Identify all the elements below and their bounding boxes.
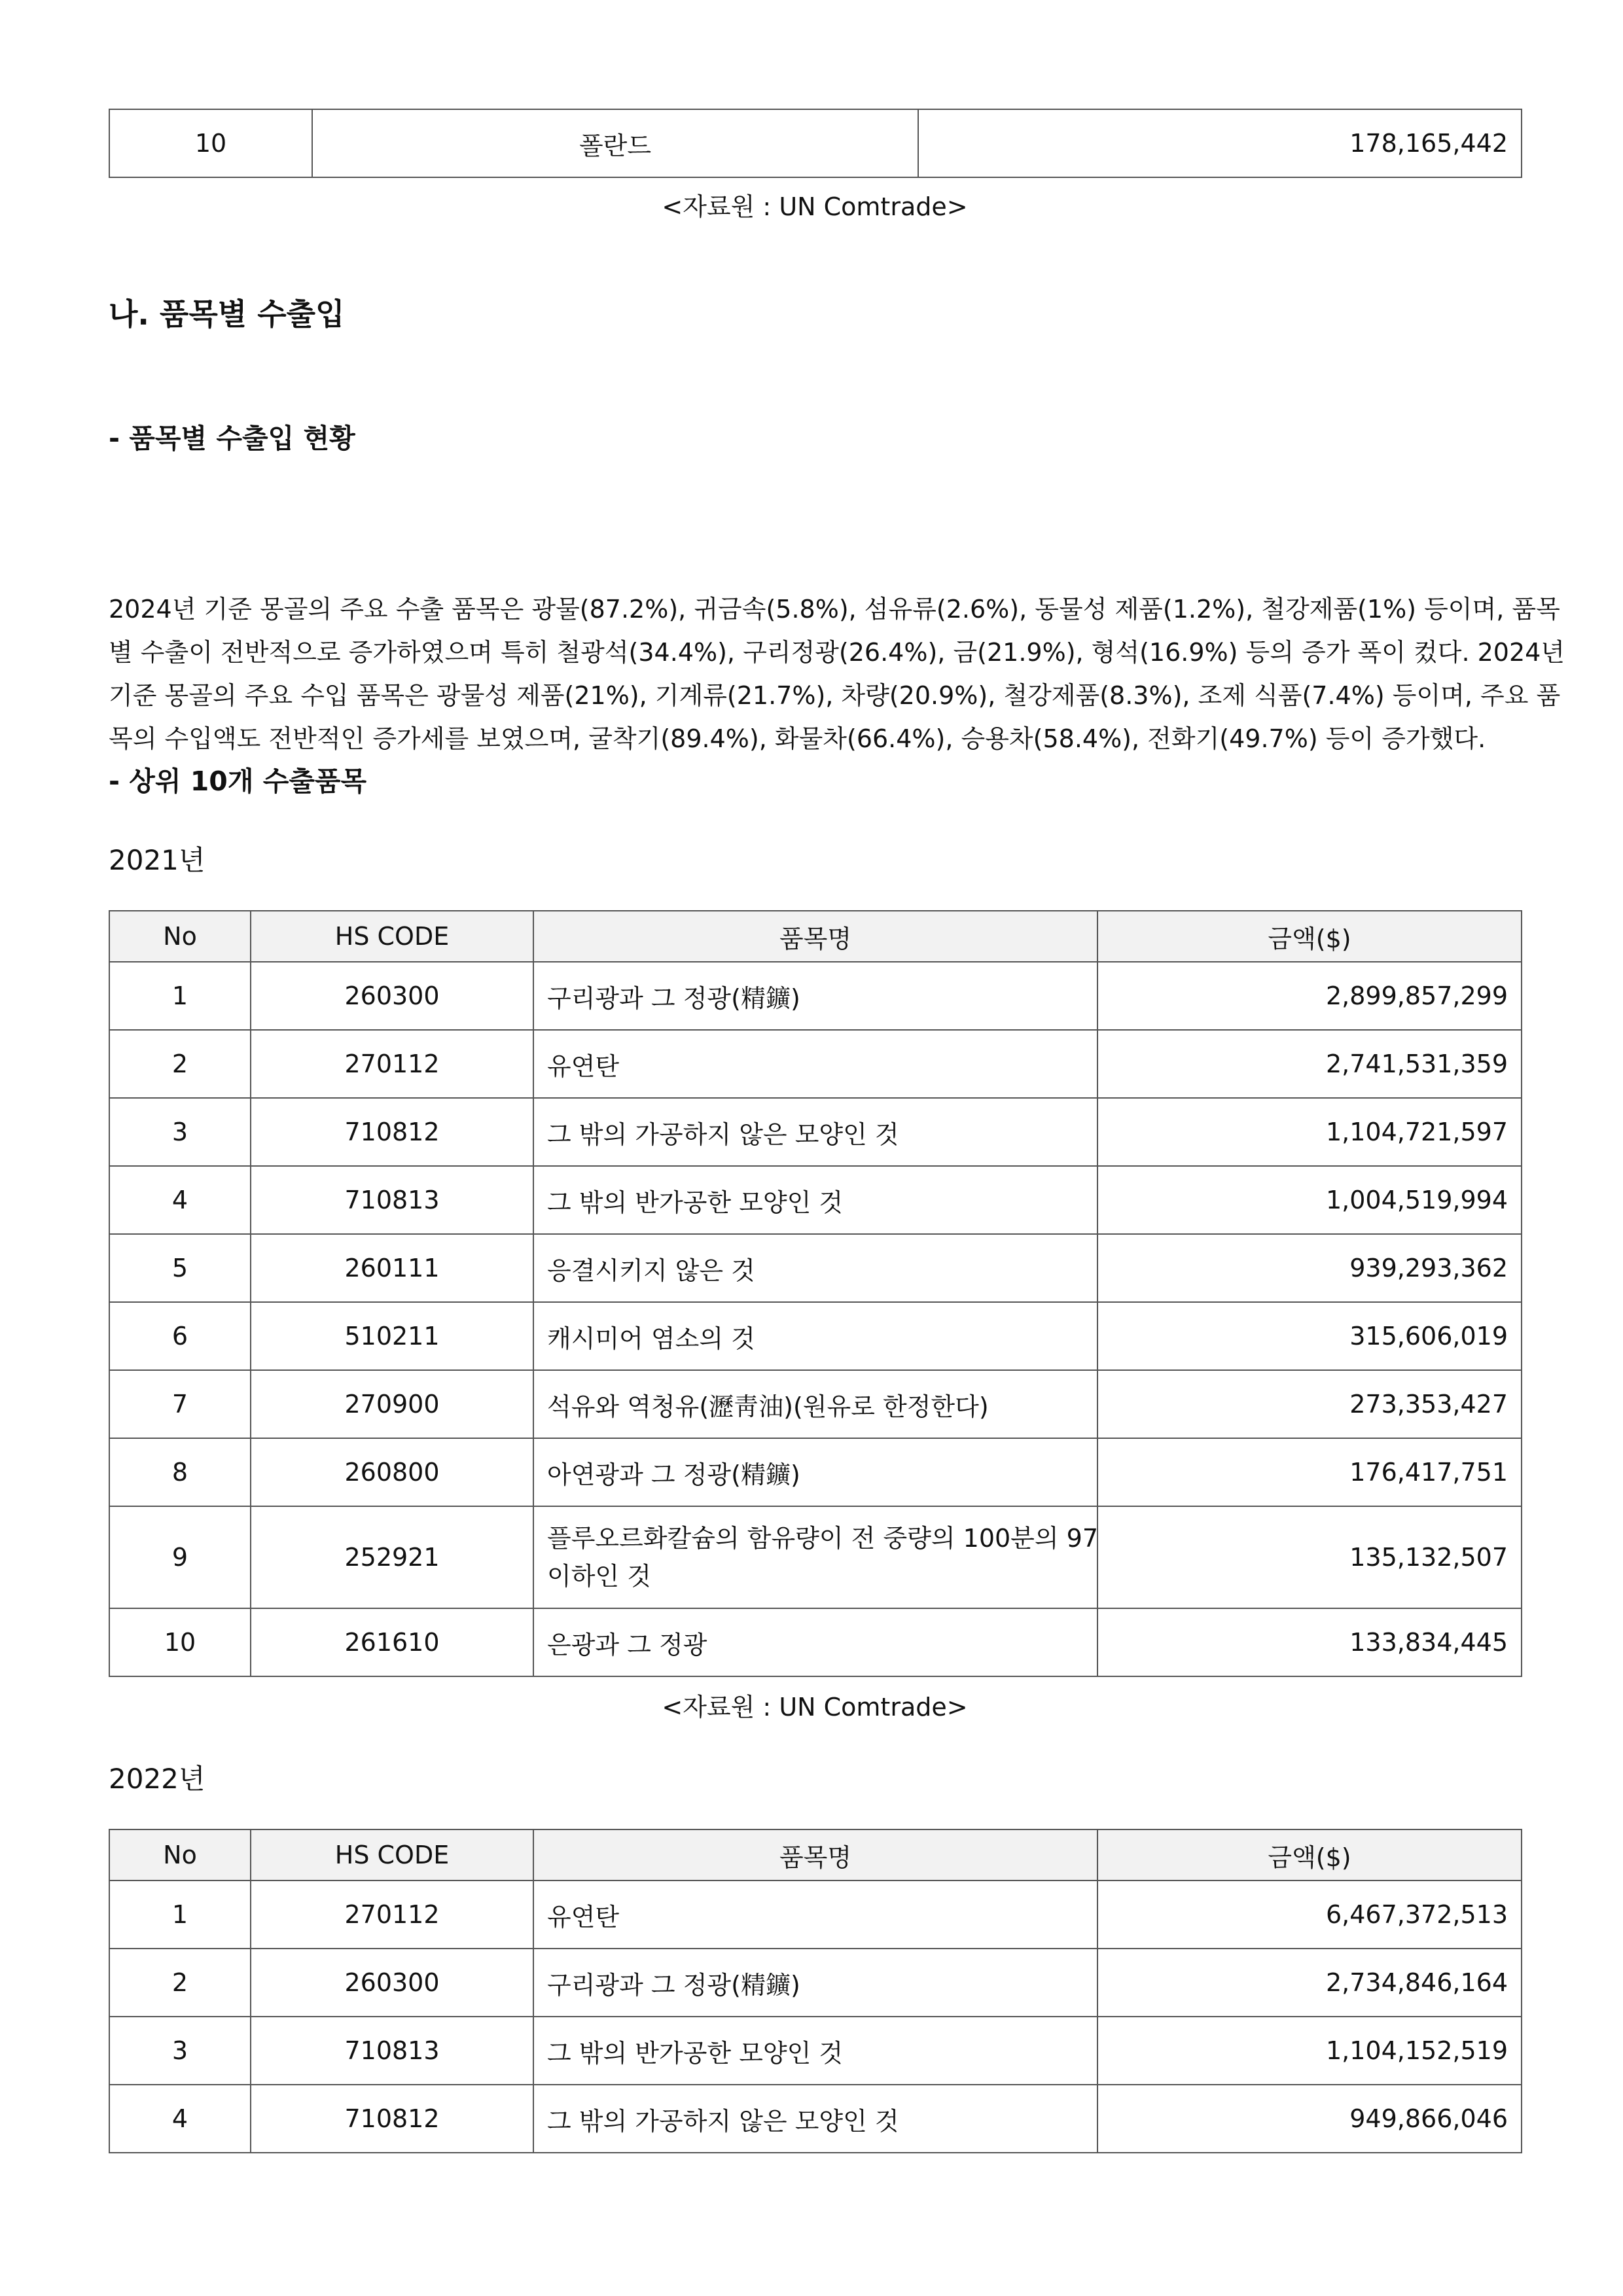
col-header-hs-code: HS CODE: [251, 911, 533, 962]
row-no: 2: [109, 1030, 251, 1098]
row-country: 폴란드: [312, 109, 918, 177]
paragraph-line: 기준 몽골의 주요 수입 품목은 광물성 제품(21%), 기계류(21.7%), 차량(20.9%), 철강제품(8.3%), 조제 식품(7.4%) 등이며, 주요 품: [109, 681, 1561, 710]
row-no: 2: [109, 1949, 251, 2017]
table-row: [109, 1881, 1522, 1949]
row-item-name: 캐시미어 염소의 것: [533, 1302, 1097, 1370]
row-item-name: 구리광과 그 정광(精鑛): [533, 962, 1097, 1030]
table-row: [109, 1302, 1522, 1370]
row-item-name: 구리광과 그 정광(精鑛): [533, 1949, 1097, 2017]
row-amount: 133,834,445: [1097, 1608, 1522, 1676]
year-label-2022: 2022년: [109, 1763, 205, 1795]
row-item-name: 그 밖의 가공하지 않은 모양인 것: [533, 1098, 1097, 1166]
row-item-name: [533, 1506, 1097, 1608]
row-no: 1: [109, 1881, 251, 1949]
row-no: 8: [109, 1438, 251, 1506]
row-hs-code: 710813: [251, 2017, 533, 2085]
table-row: [109, 1166, 1522, 1234]
row-amount: 178,165,442: [918, 109, 1522, 177]
table-row: [109, 1608, 1522, 1676]
table-header-row: [109, 1829, 1522, 1881]
row-item-name: 아연광과 그 정광(精鑛): [533, 1438, 1097, 1506]
table-row: [109, 1506, 1522, 1608]
row-item-name: 그 밖의 반가공한 모양인 것: [533, 2017, 1097, 2085]
table-header-row: [109, 911, 1522, 962]
col-header-amount: 금액($): [1097, 911, 1522, 962]
col-header-no: No: [109, 911, 251, 962]
item-name-line: 이하인 것: [547, 1562, 651, 1591]
table-row: [109, 1234, 1522, 1302]
subheading-status: - 품목별 수출입 현황: [109, 423, 355, 454]
paragraph-line: 목의 수입액도 전반적인 증가세를 보였으며, 굴착기(89.4%), 화물차(66.4%), 승용차(58.4%), 전화기(49.7%) 등이 증가했다.: [109, 724, 1486, 753]
row-no: 4: [109, 2085, 251, 2153]
summary-paragraph: [109, 588, 1565, 760]
source-caption: <자료원 : UN Comtrade>: [662, 1693, 968, 1722]
row-item-name: 유연탄: [533, 1881, 1097, 1949]
row-no: 10: [109, 109, 312, 177]
source-caption: <자료원 : UN Comtrade>: [662, 192, 968, 221]
row-amount: 2,899,857,299: [1097, 962, 1522, 1030]
row-no: 3: [109, 2017, 251, 2085]
row-hs-code: 710812: [251, 2085, 533, 2153]
row-hs-code: 260300: [251, 1949, 533, 2017]
row-hs-code: 510211: [251, 1302, 533, 1370]
row-amount: 1,104,721,597: [1097, 1098, 1522, 1166]
top10-table-2021: [109, 910, 1522, 1677]
top10-table-2022: [109, 1829, 1522, 2153]
row-amount: 176,417,751: [1097, 1438, 1522, 1506]
row-no: 7: [109, 1370, 251, 1438]
table-row: [109, 2085, 1522, 2153]
row-amount: 135,132,507: [1097, 1506, 1522, 1608]
paragraph-line: 별 수출이 전반적으로 증가하였으며 특히 철광석(34.4%), 구리정광(26.4%), 금(21.9%), 형석(16.9%) 등의 증가 폭이 컸다. 2024년: [109, 638, 1565, 667]
col-header-item-name: 품목명: [533, 911, 1097, 962]
row-hs-code: 710813: [251, 1166, 533, 1234]
table-row: [109, 1098, 1522, 1166]
row-amount: 2,734,846,164: [1097, 1949, 1522, 2017]
col-header-item-name: 품목명: [533, 1829, 1097, 1881]
table-row: [109, 1438, 1522, 1506]
row-amount: 273,353,427: [1097, 1370, 1522, 1438]
row-no: 10: [109, 1608, 251, 1676]
row-hs-code: 270112: [251, 1030, 533, 1098]
row-no: 6: [109, 1302, 251, 1370]
row-amount: 1,004,519,994: [1097, 1166, 1522, 1234]
row-hs-code: 710812: [251, 1098, 533, 1166]
row-hs-code: 260800: [251, 1438, 533, 1506]
subheading-top10: - 상위 10개 수출품목: [109, 766, 367, 797]
row-hs-code: 260111: [251, 1234, 533, 1302]
row-amount: 1,104,152,519: [1097, 2017, 1522, 2085]
col-header-amount: 금액($): [1097, 1829, 1522, 1881]
col-header-hs-code: HS CODE: [251, 1829, 533, 1881]
row-amount: 2,741,531,359: [1097, 1030, 1522, 1098]
table-row: [109, 109, 1522, 177]
section-heading: 나. 품목별 수출입: [109, 296, 345, 332]
table-row: [109, 2017, 1522, 2085]
row-amount: 939,293,362: [1097, 1234, 1522, 1302]
table-row: [109, 1030, 1522, 1098]
row-hs-code: 270900: [251, 1370, 533, 1438]
col-header-no: No: [109, 1829, 251, 1881]
row-no: 5: [109, 1234, 251, 1302]
row-no: 9: [109, 1506, 251, 1608]
row-hs-code: 261610: [251, 1608, 533, 1676]
item-name-line: 플루오르화칼슘의 함유량이 전 중량의 100분의 97: [547, 1524, 1099, 1553]
row-amount: 949,866,046: [1097, 2085, 1522, 2153]
row-hs-code: 260300: [251, 962, 533, 1030]
row-amount: 6,467,372,513: [1097, 1881, 1522, 1949]
row-item-name: 응결시키지 않은 것: [533, 1234, 1097, 1302]
table-row: [109, 1370, 1522, 1438]
row-item-name: 석유와 역청유(瀝靑油)(원유로 한정한다): [533, 1370, 1097, 1438]
row-no: 4: [109, 1166, 251, 1234]
row-item-name: 유연탄: [533, 1030, 1097, 1098]
row-item-name: 은광과 그 정광: [533, 1608, 1097, 1676]
table-row: [109, 962, 1522, 1030]
row-no: 3: [109, 1098, 251, 1166]
prev-country-table: [109, 109, 1522, 178]
row-amount: 315,606,019: [1097, 1302, 1522, 1370]
year-label-2021: 2021년: [109, 844, 205, 876]
paragraph-line: 2024년 기준 몽골의 주요 수출 품목은 광물(87.2%), 귀금속(5.8%), 섬유류(2.6%), 동물성 제품(1.2%), 철강제품(1%) 등이며, 품목: [109, 595, 1560, 624]
table-row: [109, 1949, 1522, 2017]
row-no: 1: [109, 962, 251, 1030]
row-item-name: 그 밖의 반가공한 모양인 것: [533, 1166, 1097, 1234]
row-item-name: 그 밖의 가공하지 않은 모양인 것: [533, 2085, 1097, 2153]
row-hs-code: 270112: [251, 1881, 533, 1949]
row-hs-code: 252921: [251, 1506, 533, 1608]
